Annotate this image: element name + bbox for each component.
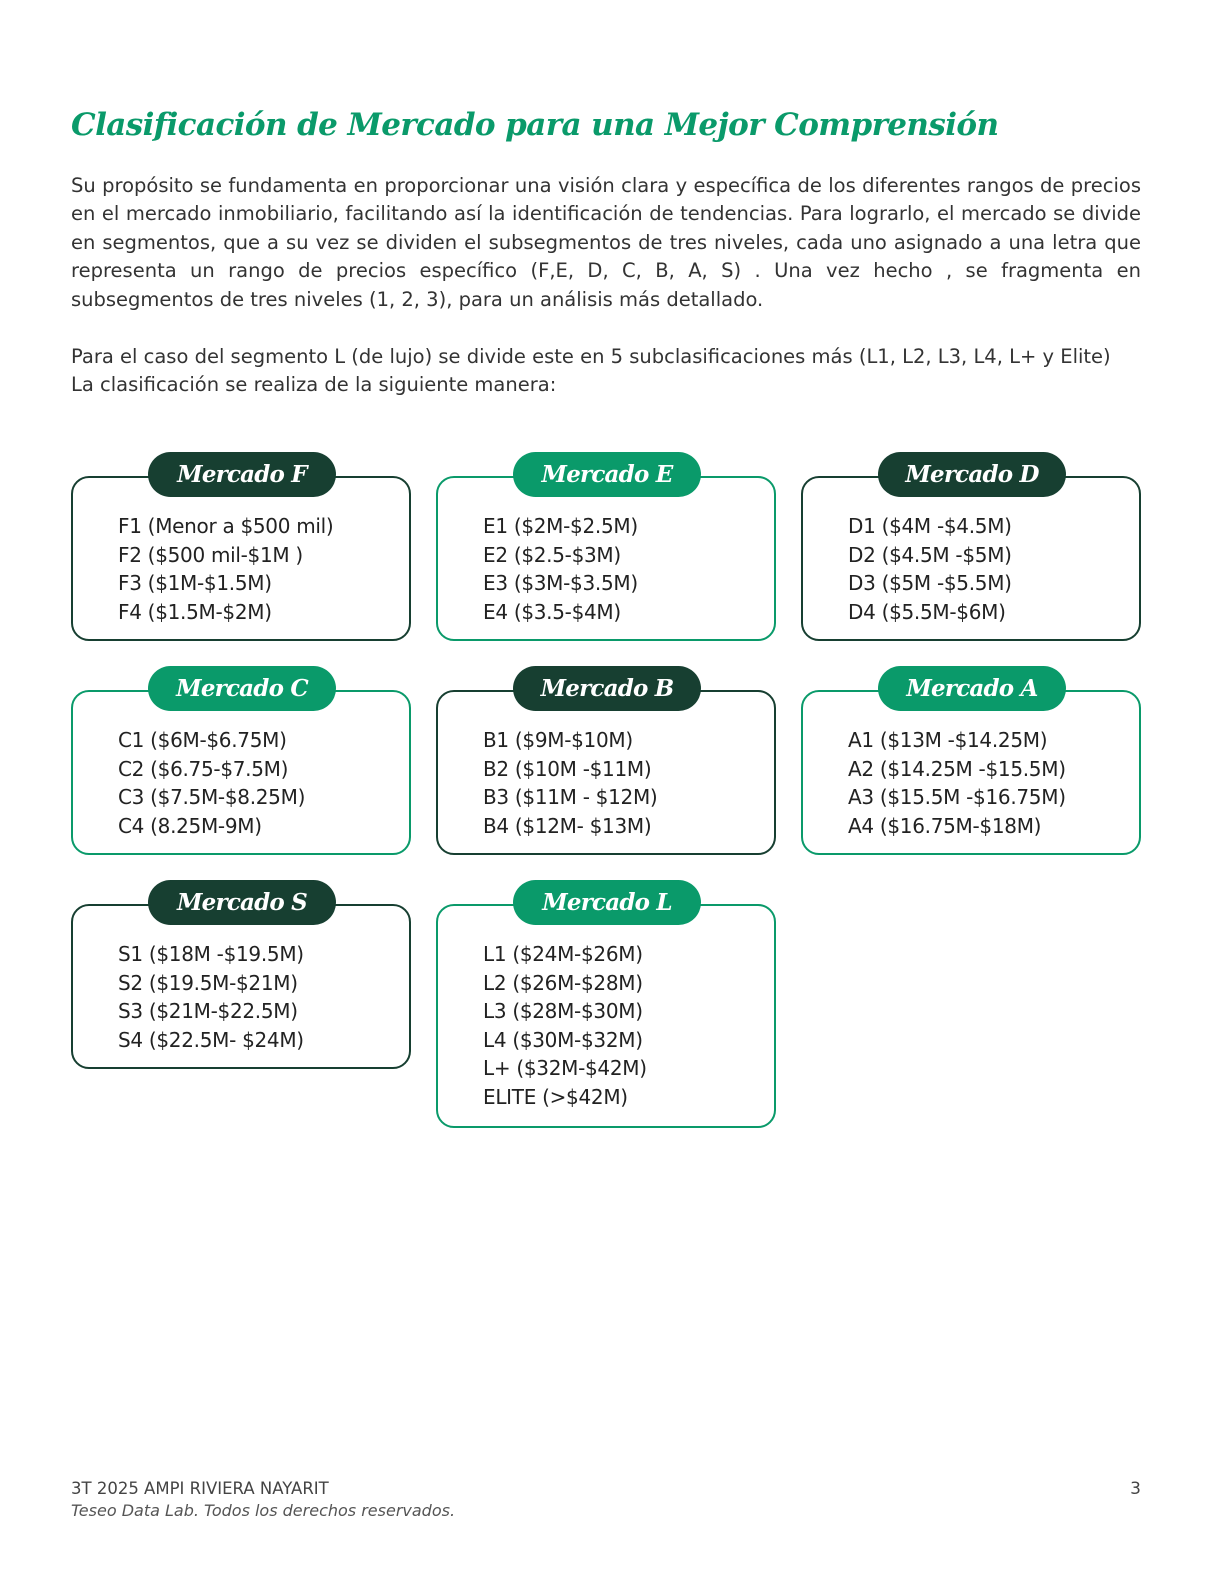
market-l-ranges [483, 940, 647, 1112]
market-range-item: E1 ($2M-$2.5M) [483, 514, 638, 538]
market-range-item: E4 ($3.5-$4M) [483, 599, 621, 624]
market-range-item: F4 ($1.5M-$2M) [118, 599, 272, 624]
market-range-item: A4 ($16.75M-$18M) [848, 813, 1042, 838]
classification-intro-text: La clasificación se realiza de la siguiente manera: [71, 373, 557, 397]
market-range-item: C3 ($7.5M-$8.25M) [118, 785, 306, 810]
market-range-item: F1 (Menor a $500 mil) [118, 514, 334, 538]
market-l-label: Mercado L [513, 880, 701, 925]
market-range-item: C4 (8.25M-9M) [118, 813, 262, 838]
segment-l-paragraph [71, 343, 1141, 400]
market-range-item: A1 ($13M -$14.25M) [848, 728, 1048, 752]
market-a-label: Mercado A [878, 666, 1066, 711]
market-range-item: L+ ($32M-$42M) [483, 1056, 647, 1081]
market-b-label: Mercado B [513, 666, 701, 711]
market-range-item: ELITE (>$42M) [483, 1084, 628, 1109]
market-e-label: Mercado E [513, 452, 701, 497]
market-range-item: D4 ($5.5M-$6M) [848, 599, 1006, 624]
market-range-item: F2 ($500 mil-$1M ) [118, 542, 303, 567]
page-number: 3 [1130, 1479, 1141, 1499]
market-range-item: F3 ($1M-$1.5M) [118, 571, 272, 596]
market-range-item: D3 ($5M -$5.5M) [848, 571, 1012, 596]
market-range-item: B2 ($10M -$11M) [483, 756, 652, 781]
market-range-item: B4 ($12M- $13M) [483, 813, 652, 838]
market-card-a [801, 675, 1141, 855]
market-range-item: B1 ($9M-$10M) [483, 728, 633, 752]
market-card-c [71, 675, 411, 855]
market-f-ranges [118, 512, 333, 626]
market-card-d [801, 461, 1141, 641]
market-range-item: S1 ($18M -$19.5M) [118, 942, 304, 966]
market-s-ranges [118, 940, 304, 1054]
market-card-e [436, 461, 776, 641]
footer-report-title: 3T 2025 AMPI RIVIERA NAYARIT [71, 1479, 329, 1498]
segment-l-text: Para el caso del segmento L (de lujo) se divide este en 5 subclasificaciones más (L1, L2, L3, L4, L+ y Elite) [71, 345, 1111, 368]
market-card-l [436, 889, 776, 1128]
market-range-item: S4 ($22.5M- $24M) [118, 1027, 304, 1052]
market-d-ranges [848, 512, 1012, 626]
market-e-ranges [483, 512, 638, 626]
market-range-item: L4 ($30M-$32M) [483, 1027, 643, 1052]
market-range-item: B3 ($11M - $12M) [483, 785, 658, 810]
market-range-item: L3 ($28M-$30M) [483, 999, 643, 1024]
market-range-item: L2 ($26M-$28M) [483, 970, 643, 995]
market-range-item: S2 ($19.5M-$21M) [118, 970, 298, 995]
market-card-f [71, 461, 411, 641]
market-a-ranges [848, 726, 1066, 840]
market-range-item: E2 ($2.5-$3M) [483, 542, 621, 567]
page-title: Clasificación de Mercado para una Mejor Comprensión [71, 106, 999, 143]
market-range-item: C1 ($6M-$6.75M) [118, 728, 287, 752]
market-range-item: E3 ($3M-$3.5M) [483, 571, 638, 596]
market-range-item: L1 ($24M-$26M) [483, 942, 643, 966]
intro-paragraph: Su propósito se fundamenta en proporcionar una visión clara y específica de los diferentes rangos de precios en el mercado inmobiliario, facilitando así la identificación de tendencias. Para lograrlo, el mercado se divide en segmentos, que a su vez se dividen el subsegmentos de tres niveles, cada uno asignado a una letra que representa un rango de precios específico (F,E, D, C, B, A, S) . Una vez hecho , se fragmenta en subsegmentos de tres niveles (1, 2, 3), para un análisis más detallado. [71, 174, 1141, 311]
market-d-label: Mercado D [878, 452, 1066, 497]
market-range-item: S3 ($21M-$22.5M) [118, 999, 298, 1024]
market-range-item: D2 ($4.5M -$5M) [848, 542, 1012, 567]
market-range-item: C2 ($6.75-$7.5M) [118, 756, 289, 781]
market-range-item: A3 ($15.5M -$16.75M) [848, 785, 1066, 810]
market-range-item: A2 ($14.25M -$15.5M) [848, 756, 1066, 781]
market-c-label: Mercado C [148, 666, 336, 711]
footer [71, 1478, 455, 1522]
market-s-label: Mercado S [148, 880, 336, 925]
footer-copyright: Teseo Data Lab. Todos los derechos reservados. [71, 1501, 456, 1520]
market-b-ranges [483, 726, 657, 840]
market-c-ranges [118, 726, 305, 840]
market-f-label: Mercado F [148, 452, 336, 497]
market-card-s [71, 889, 411, 1069]
market-range-item: D1 ($4M -$4.5M) [848, 514, 1012, 538]
market-card-b [436, 675, 776, 855]
